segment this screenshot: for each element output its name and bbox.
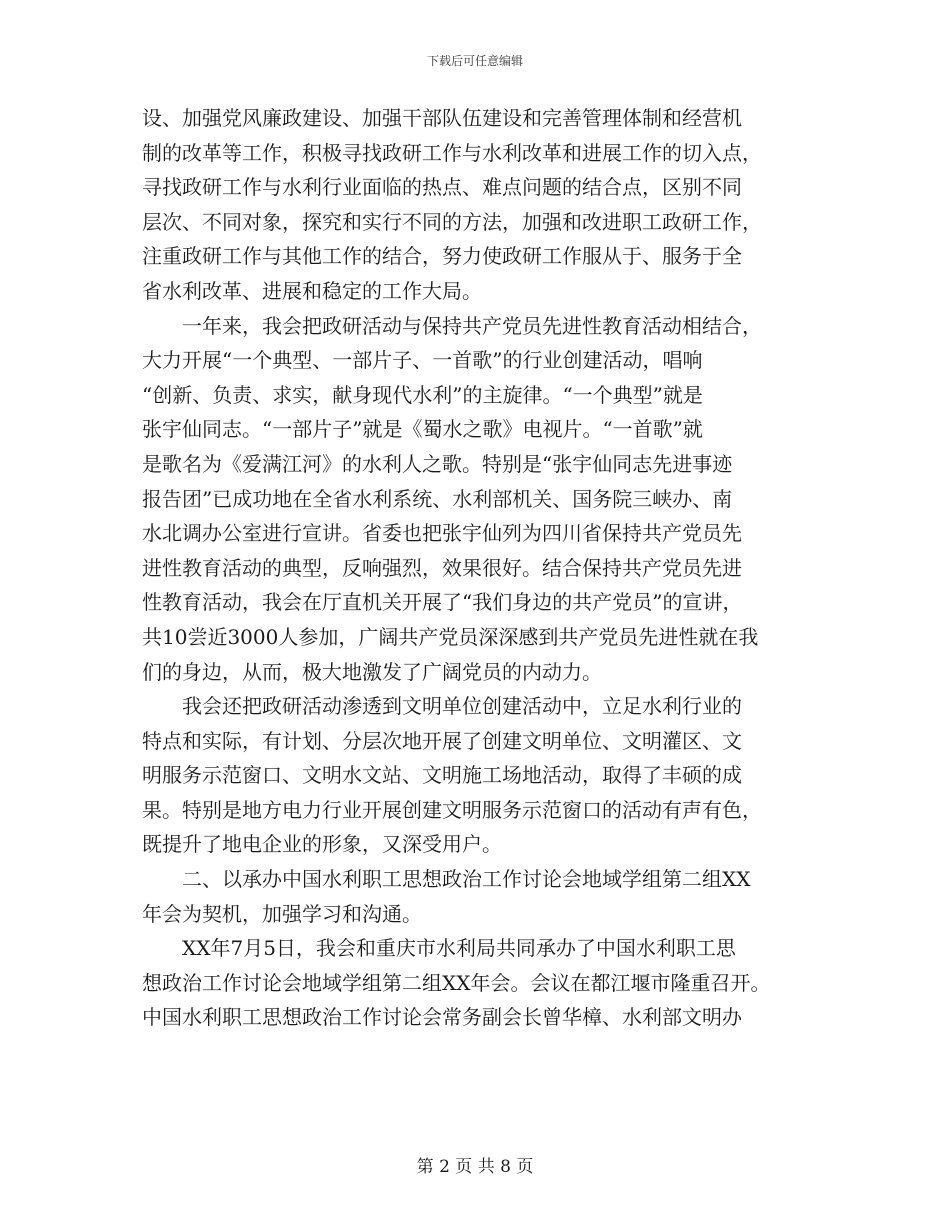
text-line: 既提升了地电企业的形象，又深受用户。 — [142, 832, 502, 857]
text-line: 省水利改革、进展和稳定的工作大局。 — [142, 278, 482, 303]
text-line: 二、以承办中国水利职工思想政治工作讨论会地域学组第二组XX — [142, 867, 751, 892]
text-line: 果。特别是地方电力行业开展创建文明服务示范窗口的活动有声有色， — [142, 797, 762, 822]
text-line: 共10尝近3000人参加，广阔共产党员深深感到共产党员先进性就在我 — [142, 624, 759, 649]
page-header: 下载后可任意编辑 — [426, 54, 523, 68]
text-line: 是歌名为《爱满江河》的水利人之歌。特别是“张宇仙同志先进事迹 — [142, 451, 733, 476]
text-line: 设、加强党风廉政建设、加强干部队伍建设和完善管理体制和经营机 — [142, 106, 742, 130]
document-body — [142, 101, 810, 1035]
text-line: 制的改革等工作，积极寻找政研工作与水利改革和进展工作的切入点， — [142, 140, 762, 165]
text-line: 进性教育活动的典型，反响强烈，效果很好。结合保持共产党员先进 — [142, 555, 742, 580]
text-line: 寻找政研工作与水利行业面临的热点、难点问题的结合点，区别不同 — [142, 175, 742, 200]
text-line: XX年7月5日，我会和重庆市水利局共同承办了中国水利职工思 — [142, 936, 736, 961]
text-line: 水北调办公室进行宣讲。省委也把张宇仙列为四川省保持共产党员先 — [142, 521, 742, 546]
text-line: 大力开展“一个典型、一部片子、一首歌”的行业创建活动，唱响 — [142, 348, 703, 373]
text-line: 性教育活动，我会在厅直机关开展了“我们身边的共产党员”的宣讲， — [142, 590, 743, 615]
text-line: 中国水利职工思想政治工作讨论会常务副会长曾华樟、水利部文明办 — [142, 1005, 742, 1030]
text-line: 一年来，我会把政研活动与保持共产党员先进性教育活动相结合， — [142, 313, 762, 338]
text-line: 明服务示范窗口、文明水文站、文明施工场地活动，取得了丰硕的成 — [142, 763, 742, 788]
text-line: 想政治工作讨论会地域学组第二组XX年会。会议在都江堰市隆重召开。 — [142, 970, 771, 995]
text-line: 张宇仙同志。“一部片子”就是《蜀水之歌》电视片。“一首歌”就 — [142, 417, 703, 442]
text-line: 们的身边，从而，极大地激发了广阔党员的内动力。 — [142, 659, 602, 684]
text-line: “创新、负责、求实，献身现代水利”的主旋律。“一个典型”就是 — [142, 382, 703, 407]
text-line: 我会还把政研活动渗透到文明单位创建活动中，立足水利行业的 — [142, 694, 742, 719]
text-line: 报告团”已成功地在全省水利系统、水利部机关、国务院三峡办、南 — [142, 486, 733, 511]
text-line: 层次、不同对象，探究和实行不同的方法，加强和改进职工政研工作， — [142, 209, 762, 234]
text-line: 特点和实际，有计划、分层次地开展了创建文明单位、文明灌区、文 — [142, 728, 742, 753]
text-line: 注重政研工作与其他工作的结合，努力使政研工作服从于、服务于全 — [142, 244, 742, 269]
text-line: 年会为契机，加强学习和沟通。 — [142, 901, 422, 926]
page-number: 第 2 页 共 8 页 — [416, 1157, 534, 1177]
